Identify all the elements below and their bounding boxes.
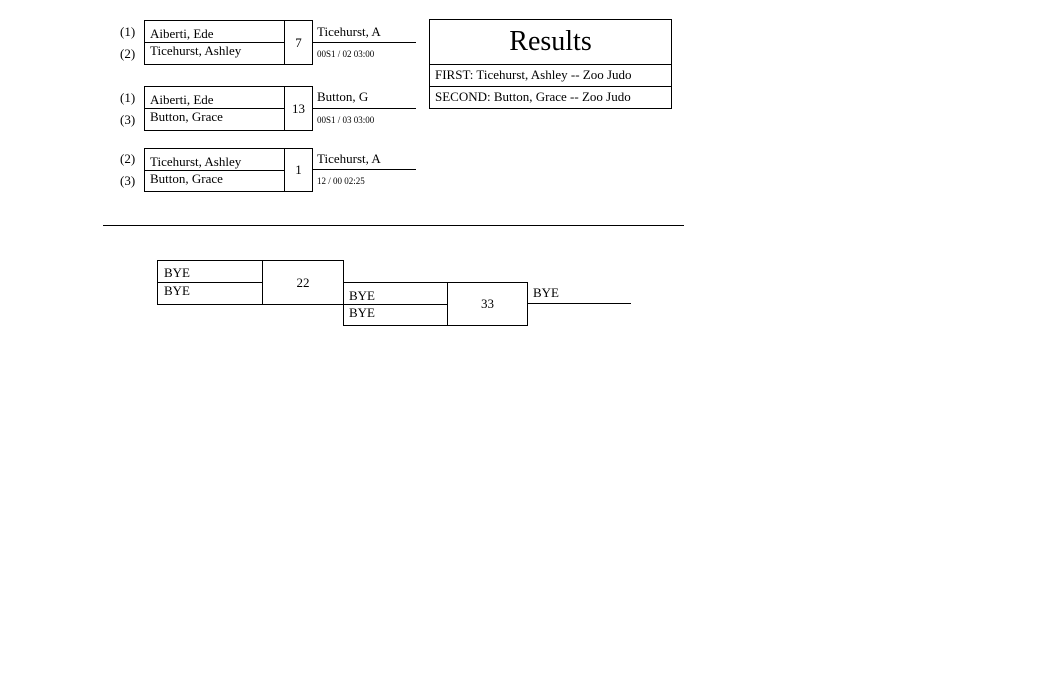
match-score: 00S1 / 03 03:00 [317,115,375,125]
seed-label: (3) [120,173,136,188]
winner-line [312,169,416,170]
winner-name: Ticehurst, A [317,24,381,39]
winner-line [312,108,416,109]
seed-label: (2) [120,151,136,166]
match-number-box: 13 [284,86,313,131]
winner-line [312,42,416,43]
winner-line [527,303,631,304]
match-score: 12 / 00 02:25 [317,176,365,186]
results-title: Results [509,26,592,57]
match-number-box: 1 [284,148,313,192]
competitor-box [144,148,285,192]
seed-label: (3) [120,112,136,127]
competitor-name: Button, Grace [150,171,223,186]
competitor-name: Button, Grace [150,109,223,124]
match-number-box: 33 [447,282,528,326]
competitor-box [343,282,448,326]
winner-name: Button, G [317,89,369,104]
section-divider [103,225,684,226]
competitor-name: Ticehurst, Ashley [150,154,242,169]
results-box [429,19,672,109]
match-score: 00S1 / 02 03:00 [317,49,375,59]
results-first-place: FIRST: Ticehurst, Ashley -- Zoo Judo [430,64,671,86]
winner-name: BYE [533,285,559,300]
competitor-box [144,86,285,131]
competitor-name: Aiberti, Ede [150,92,214,107]
competitor-name: BYE [349,288,375,303]
competitor-name: Aiberti, Ede [150,26,214,41]
competitor-name: BYE [164,265,190,280]
winner-name: Ticehurst, A [317,151,381,166]
competitor-box [144,20,285,65]
match-number-box: 7 [284,20,313,65]
seed-label: (1) [120,90,136,105]
seed-label: (1) [120,24,136,39]
competitor-name: Ticehurst, Ashley [150,43,242,58]
results-second-place: SECOND: Button, Grace -- Zoo Judo [430,86,671,108]
match-number-box: 22 [262,260,344,305]
competitor-box [157,260,263,305]
competitor-name: BYE [349,305,375,320]
competitor-name: BYE [164,283,190,298]
seed-label: (2) [120,46,136,61]
